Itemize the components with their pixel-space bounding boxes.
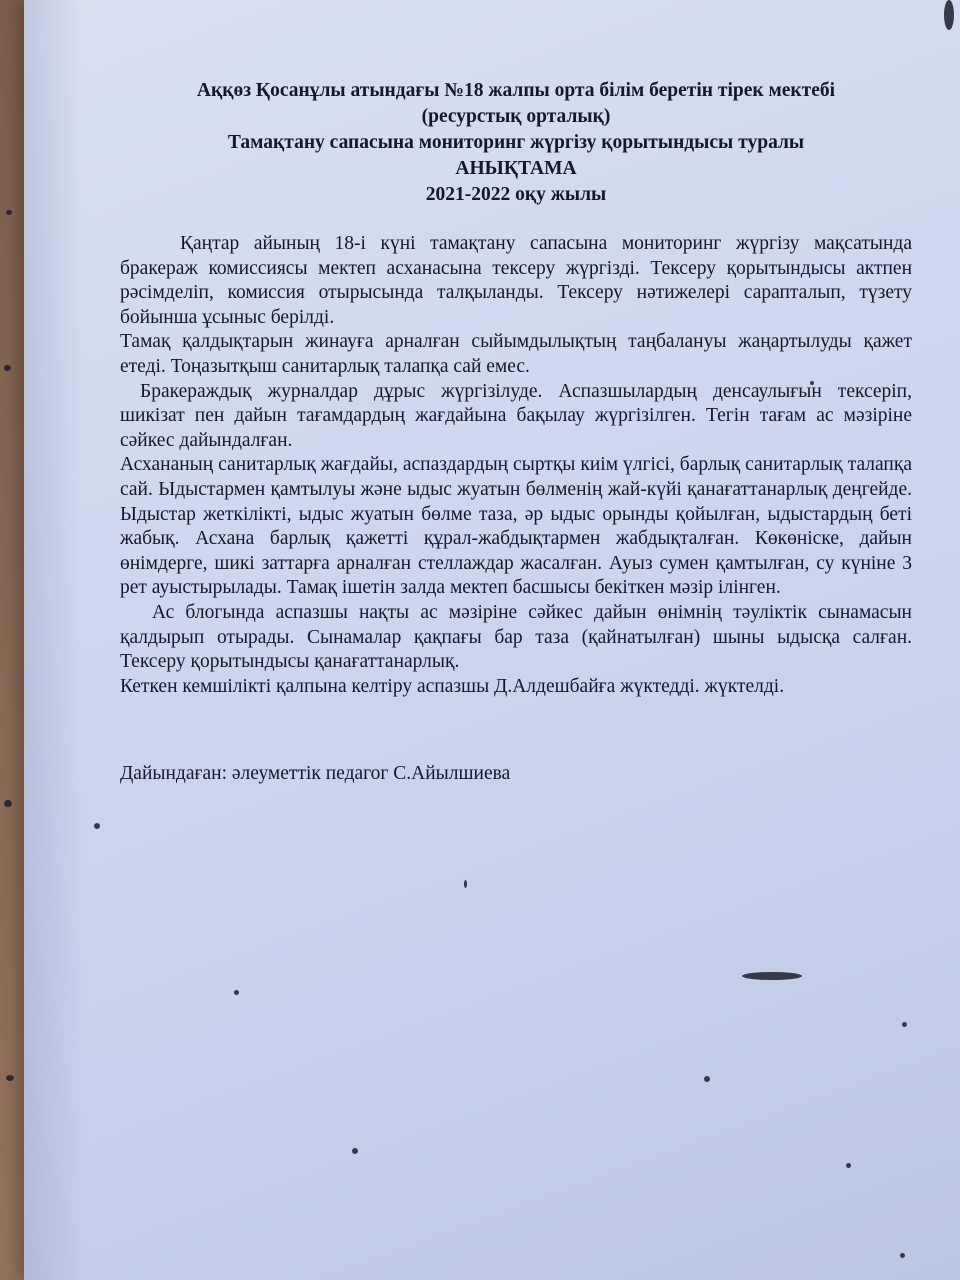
document-content	[120, 78, 912, 786]
paragraph-journals: Бракераждық журналдар дұрыс жүргізілуде. Аспазшылардың денсаулығын тексеріп, шикізат пен дайын тағамдардың жағдайына бақылау жүргізілген. Тегін тағам ас мәзіріне сәйкес дайындалған.	[120, 380, 912, 451]
ink-speck	[352, 1148, 358, 1154]
prepared-by-signature: Дайындаған: әлеуметтік педагог С.Айылшиева	[120, 763, 511, 785]
ink-speck	[704, 1076, 710, 1082]
report-topic: Тамақтану сапасына мониторинг жүргізу қорытындысы туралы	[227, 132, 805, 153]
paragraph-inspection: Қаңтар айының 18-і күні тамақтану сапасына мониторинг жүргізу мақсатында бракераж комиссиясы мектеп асханасына тексеру жүргізді. Тексеру қорытындысы актпен рәсімделіп, комиссия отырысында талқыланды. Тексеру нәтижелері сарапталып, түзету бойынша ұсыныс берілді.	[120, 233, 912, 328]
paragraph-responsibility: Кеткен кемшілікті қалпына келтіру аспазшы Д.Алдешбайға жүктедді. жүктелді.	[120, 675, 785, 697]
ink-speck	[846, 1163, 851, 1168]
ink-speck	[6, 1075, 14, 1081]
document-body	[120, 232, 912, 699]
ink-speck	[464, 880, 467, 888]
school-name: Аққөз Қосанұлы атындағы №18 жалпы орта білім беретін тірек мектебі	[196, 80, 836, 101]
paragraph-waste-container: Тамақ қалдықтарын жинауға арналған сыйымдылықтың таңбалануы жаңартылуды қажет етеді. Тоңазытқыш санитарлық талапқа сай емес.	[120, 331, 912, 377]
ink-speck	[4, 365, 11, 371]
report-type: АНЫҚТАМА	[455, 158, 577, 179]
ink-speck	[902, 1022, 907, 1027]
paragraph-sanitary: Асхананың санитарлық жағдайы, аспаздардың сыртқы киім үлгісі, барлық санитарлық талапқа сай. Ыдыстармен қамтылуы және ыдыс жуатын бөлменің жай-күйі қанағаттанарлық деңгейде. Ыдыстар жеткілікті, ыдыс жуатын бөлме таза, әр ыдыс орынды қойылған, ыдыстардың беті жабық. Асхана барлық қажетті құрал-жабдықтармен жабдықталған. Көкөніске, дайын өнімдерге, шикі заттарға арналған стеллаждар жасалған. Ауыз сумен қамтылған, су күніне 3 рет ауыстырылады. Тамақ ішетін залда мектеп басшысы бекіткен мәзір ілінген.	[120, 454, 912, 599]
ink-speck	[4, 800, 12, 807]
academic-year: 2021-2022 оқу жылы	[425, 184, 607, 205]
document-header	[120, 78, 912, 208]
school-subtitle: (ресурстық орталық)	[421, 106, 611, 127]
ink-speck	[742, 972, 802, 980]
ink-speck	[944, 0, 954, 30]
paragraph-samples: Ас блогында аспазшы нақты ас мәзіріне сәйкес дайын өнімнің тәуліктік сынамасын қалдырып отырады. Сынамалар қақпағы бар таза (қайнатылған) шыны ыдысқа салған. Тексеру қорытындысы қанағаттанарлық.	[120, 601, 912, 673]
ink-speck	[900, 1253, 905, 1258]
paper-fold-shadow	[24, 0, 84, 1280]
ink-speck	[94, 823, 100, 829]
paper-sheet	[24, 0, 960, 1280]
ink-speck	[234, 990, 239, 995]
ink-speck	[6, 210, 12, 215]
